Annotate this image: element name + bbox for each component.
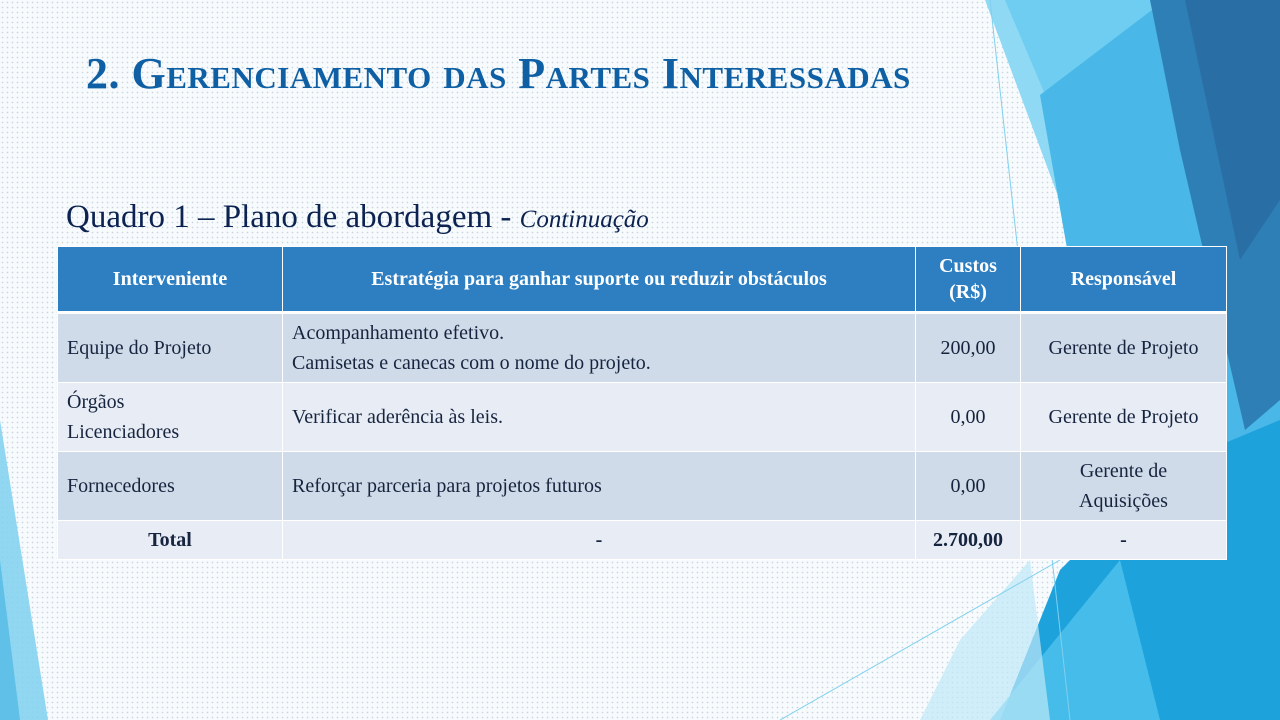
table-total-row [58, 521, 1227, 560]
right-facet-pale [920, 560, 1050, 720]
table-row [58, 313, 1227, 383]
approach-plan-table [57, 246, 1227, 560]
cell-interveniente: Equipe do Projeto [58, 313, 283, 383]
header-custos-line1: Custos [939, 255, 997, 277]
total-responsavel: - [1021, 521, 1227, 560]
total-custos: 2.700,00 [916, 521, 1021, 560]
table-caption-continuation: Continuação [519, 206, 649, 233]
cell-responsavel-line1: Gerente de [1079, 460, 1168, 482]
header-custos [916, 247, 1021, 313]
cell-interveniente-line1: Órgãos [67, 391, 125, 413]
table-caption-main: Quadro 1 – Plano de abordagem [66, 199, 493, 235]
table-caption-separator: - [492, 199, 520, 235]
cell-interveniente: Fornecedores [58, 452, 283, 521]
slide-title: 2. Gerenciamento das Partes Interessadas [86, 49, 911, 98]
cell-custos: 200,00 [916, 313, 1021, 383]
table-row [58, 452, 1227, 521]
cell-responsavel: Gerente de Projeto [1021, 313, 1227, 383]
cell-estrategia: Verificar aderência às leis. [283, 383, 916, 452]
table-header-row [58, 247, 1227, 313]
cell-interveniente-line2: Licenciadores [67, 421, 180, 443]
cell-estrategia-line2: Camisetas e canecas com o nome do projeto. [292, 352, 651, 374]
cell-custos: 0,00 [916, 383, 1021, 452]
header-estrategia: Estratégia para ganhar suporte ou reduzir obstáculos [283, 247, 916, 313]
total-estrategia: - [283, 521, 916, 560]
cell-custos: 0,00 [916, 452, 1021, 521]
cell-interveniente [58, 383, 283, 452]
header-responsavel: Responsável [1021, 247, 1227, 313]
header-interveniente: Interveniente [58, 247, 283, 313]
table-caption [66, 196, 649, 241]
total-label: Total [58, 521, 283, 560]
cell-estrategia [283, 313, 916, 383]
cell-responsavel [1021, 452, 1227, 521]
cell-estrategia: Reforçar parceria para projetos futuros [283, 452, 916, 521]
cell-responsavel: Gerente de Projeto [1021, 383, 1227, 452]
table-row [58, 383, 1227, 452]
header-custos-line2: (R$) [949, 281, 987, 303]
cell-estrategia-line1: Acompanhamento efetivo. [292, 322, 505, 344]
cell-responsavel-line2: Aquisições [1079, 490, 1168, 512]
